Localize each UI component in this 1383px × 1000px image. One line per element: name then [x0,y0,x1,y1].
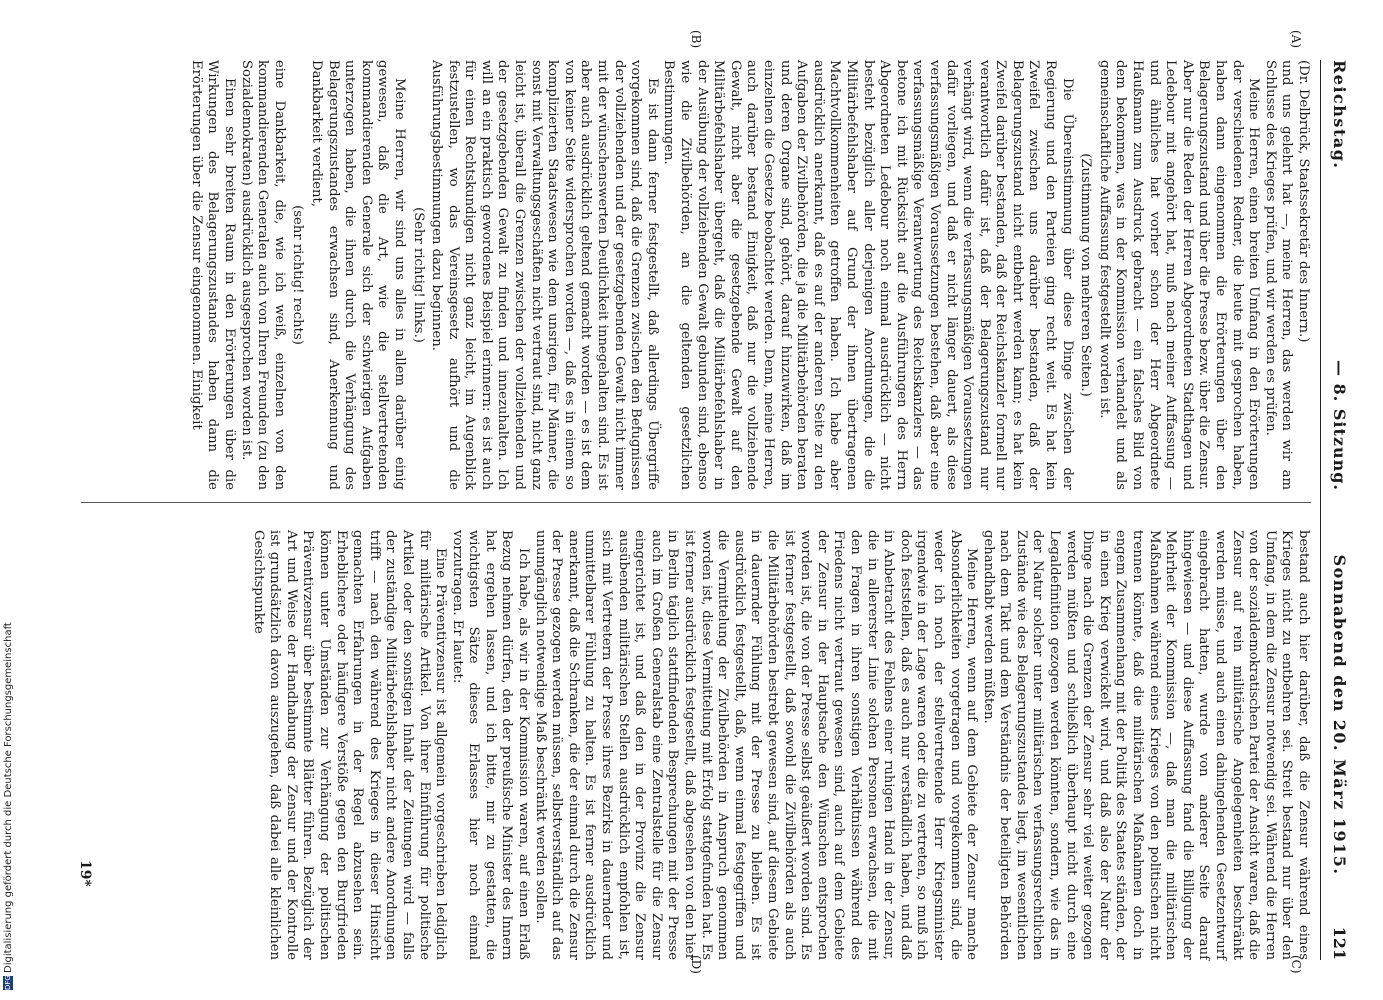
paragraph: Einen sehr breiten Raum in den Erörterungen über die Wirkungen des Belagerungszustandes haben dann die Erörterungen über die Zensur eingenommen. Einigkeit [188,60,237,490]
speaker-note: (Dr. Delbrück, Staatssekretär des Innern.) [1296,60,1311,343]
header-date [1330,555,1349,960]
interjection: (Sehr richtig! links.) [410,207,426,343]
page-header [1325,60,1353,960]
interjection: (Zustimmung von mehreren Seiten.) [1078,153,1094,397]
margin-marker-d: (D) [689,955,703,974]
left-column [187,60,1311,490]
paragraph: Meine Herren, wir sind uns alles in allem darüber einig gewesen, daß die Art, wie die stellvertretenden kommandierenden Generale sich der schwierigen Aufgaben unterzogen haben, die ihnen durch die Verhängung des Belagerungszustandes erwachsen sind, Anerkennung und Dankbarkeit verdient, [308,60,407,490]
column-divider [81,502,1311,503]
signature-mark: 19* [77,860,93,887]
paragraph: und uns gelehrt hat —, meine Herren, das werden wir am Schlusse des Krieges prüfen, und wir werden es prüfen. [1262,60,1295,490]
page-number: 121 [1330,926,1349,960]
header-session: — 8. Sitzung. [1330,360,1349,491]
right-column [249,530,1311,960]
digitization-credit [0,0,20,1000]
credit-text: Digitalisierung gefördert durch die Deutsche Forschungsgemeinschaft [3,622,14,973]
header-date-text: Sonnabend den 20. März 1915. [1330,554,1349,876]
margin-marker-b: (B) [689,30,703,49]
paragraph: Es ist dann ferner festgestellt, daß allerdings Übergriffe vorgekommen sind, daß die Grenzen zwischen den Befugnissen der vollziehenden und der gesetzgebenden Gewalt nicht immer mit der wünschenswerten Deutlichkeit innegehalten sind. Es ist aber auch ausdrücklich geltend gemacht worden — es ist dem von keiner Seite widersprochen worden —, daß es in einem so komplizierten Staatswesen wie dem unsrigen, für Männer, die sonst mit Verwaltungsgeschäften nicht vertraut sind, nicht ganz leicht ist, überall die Grenzen zwischen der vollziehenden und der gesetzgebenden Gewalt zu finden und innezuhalten. Ich will an ein praktisch gewordenes Beispiel erinnern: es ist auch für einen Rechtskundigen nicht ganz leicht, im Augenblick festzustellen, wo das Vereinsgesetz aufhört und die Ausführungsbestimmungen dazu beginnen. [429,60,660,490]
dfg-logo-icon: DFG [4,975,12,990]
paragraph: Meine Herren, wenn auf dem Gebiete der Zensur manche Absonderlichkeiten vorgetragen und vorgekommen sind, die weder ich noch der stellvertretende Herr Kriegsminister irgendwie in der Lage waren oder die zu vertreten, so muß ich doch feststellen, daß es auch nur verständlich haben, und daß in Anbetracht des Fehlens einer ruhigen Hand in der Zensur, die in allererster Linie solchen Personen erwachsen, die mit den Fragen in ihren sonstigen Verhältnissen während des Friedens nicht vertraut gewesen sind, auch auf dem Gebiete der Zensur in der Hauptsache den Wünschen entsprochen worden ist, die von der Presse selbst geäußert worden sind. Es ist ferner festgestellt, daß sowohl die Zivilbehörden als auch die Militärbehörden bestrebt gewesen sind, auf diesem Gebiete in dauernder Fühlung mit der Presse zu bleiben. Es ist ausdrücklich festgestellt, daß, wenn einmal festgegriffen und die Vermittelung der Zivilbehörden in Anspruch genommen worden ist, diese Vermittelung mit Erfolg stattgefunden hat. Es ist ferner ausdrücklich festgestellt, daß abgesehen von den hier in Berlin täglich stattfindenden Besprechungen mit der Presse auch im Großen Generalstab eine Zentralstelle für die Zensur eingerichtet ist, und daß den in der Provinz die Zensur ausübenden militärischen Stellen ausdrücklich empfohlen ist, sich mit Vertretern der Presse ihres Bezirks in dauernder und unmittelbarer Fühlung zu halten. Es ist ferner ausdrücklich anerkannt, daß die Schranken, die der einmal durch die Zensur der Presse gezogen werden müssen, selbstverständlich auf das unumgänglich notwendige Maß beschränkt werden sollen. [532,530,980,960]
quoted-decree: Eine Präventivzensur ist allgemein vorgeschrieben lediglich für militärische Artikel. Von ihrer Einführung für politische Artikel oder den sonstigen Inhalt der Zeitungen wird — falls der zuständige Militärbefehlshaber nicht andere Anordnungen trifft — nach den während des Krieges in dieser Hinsicht gemachten Erfahrungen in der Regel abzusehen sein. Erheblichere oder häufigere Verstöße gegen den Burgfrieden können unter Umständen zur Verhängung der politischen Präventivzensur über bestimmte Blätter führen. Bezüglich der Art und Weise der Handhabung der Zensur und der Kontrolle ist grundsätzlich davon auszugehen, daß dabei alle kleinlichen Gesichtspunkte [250,530,449,960]
interjection: (sehr richtig! rechts) [290,205,306,345]
paragraph: bestand auch hier darüber, daß die Zensur während eines Krieges nicht zu entbehren sei. Streit bestand nur über den Umfang, in dem die Zensur notwendig sei. Während die Herren von der sozialdemokratischen Partei der Ansicht waren, daß die Zensur auf rein militärische Angelegenheiten beschränkt werden müsse, und auch einen dahingehenden Gesetzentwurf eingebracht hatten, wurde von anderer Seite darauf hingewiesen — und diese Auffassung fand die Billigung der Mehrheit der Kommission —, daß man die militärischen Maßnahmen während eines Krieges von den politischen nicht trennen könnte, daß die militärischen Maßnahmen doch in engem Zusammenhang mit der Politik des Staates ständen, der in einen Krieg verwickelt wird, und daß also der Natur der Dinge nach die Grenzen der Zensur sehr viel weiter gezogen werden müßten und schließlich überhaupt nicht durch eine Legaldefinition gezogen werden könnten, sondern, wie das in der Natur solcher unter militärischen verfassungsrechtlichen Zustände wie des Belagerungszustandes liegt, im wesentlichen nach dem Takt und dem Verständnis der beteiligten Behörden gehandhabt werden müßten. [980,530,1311,960]
paragraph: Ich habe, als wir in der Kommission waren, auf einen Erlaß Bezug nehmen dürfen, den der preußische Minister des Innern hat ergehen lassen, und ich bitte, mir zu gestatten, die wichtigsten Sätze dieses Erlasses hier noch einmal vorzutragen. Er lautet: [449,530,532,960]
margin-marker-a: (A) [1289,30,1303,49]
header-rule [1320,60,1321,960]
paragraph: Meine Herren, einen breiten Umfang in den Erörterungen der verschiedenen Redner, die heute mit gesprochen haben, haben dann eingenommen die Erörterungen über den Belagerungszustand und über die Presse bezw. über die Zensur. Aber nur die Reden der Herren Abgeordneten Stadthagen und Ledebour mit angehört hat, muß nach meiner Auffassung — und ähnliches hat vorher schon der Herr Abgeordnete Haußmann zum Ausdruck gebracht — ein falsches Bild von dem bekommen, was in der Kommission verhandelt und als gemeinschaftliche Auffassung festgestellt worden ist. [1096,60,1262,490]
margin-marker-c: (C) [1289,955,1303,974]
paragraph: eine Dankbarkeit, die, wie ich weiß, einzelnen von den kommandierenden Generalen auch von Ihren Freunden (zu den Sozialdemokraten) ausdrücklich ausgesprochen worden ist. [238,60,287,490]
header-title: Reichstag. [1330,60,1349,170]
paragraph: Die Übereinstimmung über diese Dinge zwischen der Regierung und den Parteien ging recht weit. Es hat kein Zweifel zwischen uns darüber bestanden, daß der Belagerungszustand nicht entbehrt werden kann; es hat kein Zweifel darüber bestanden, daß der Reichskanzler formell nur verantwortlich dafür ist, daß der Belagerungszustand nur verhängt wird, wenn die verfassungsmäßigen Voraussetzungen dafür vorliegen, und daß er nicht länger dauert, als diese verfassungsmäßigen Voraussetzungen bestehen, daß aber eine verfassungsmäßige Verantwortung des Reichskanzlers — das betone ich mit Rücksicht auf die Ausführungen des Herrn Abgeordneten Ledebour noch einmal ausdrücklich — nicht besteht bezüglich aller derjenigen Anordnungen, die die Militärbefehlshaber auf Grund der ihnen übertragenen Machtvollkommenheiten getroffen haben. Ich habe aber ausdrücklich anerkannt, daß es auf der anderen Seite zu den Aufgaben der Zivilbehörden, die ja die Militärbehörden beraten und deren Organe sind, gehört, darauf hinzuwirken, daß im einzelnen die Gesetze beobachtet werden. Denn, meine Herren, auch darüber bestand Einigkeit, daß nur die vollziehende Gewalt, nicht aber die gesetzgebende Gewalt auf den Militärbefehlshaber übergeht, daß die Militärbefehlshaber in der Ausübung der vollziehenden Gewalt gebunden sind, ebenso wie die Zivilbehörden, an die geltenden gesetzlichen Bestimmungen. [661,60,1075,490]
